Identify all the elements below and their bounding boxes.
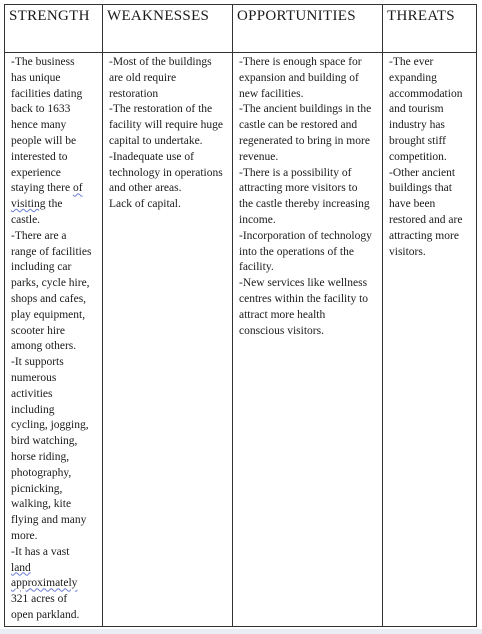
opportunity-line: regenerated to bring in more [239,134,370,147]
strength-line: back to 1633 [11,103,71,116]
strength-line: interested to [11,150,68,163]
strength-line [11,561,99,577]
opportunity-line: into the operations of the [239,245,354,258]
strength-line: hence many [11,119,67,132]
strength-cell [5,53,103,627]
strength-line: including car [11,261,72,274]
strength-header: STRENGTH [5,5,103,53]
strength-line: parks, cycle hire, [11,277,90,290]
threat-line: visitors. [389,245,426,258]
strength-line: castle. [11,213,41,226]
strength-line: facilities dating [11,87,83,100]
weakness-line: restoration [109,87,159,100]
weakness-line: facility will require huge [109,119,224,132]
opportunity-line: -The ancient buildings in the [239,103,372,116]
strength-line: open parkland. [11,608,80,621]
swot-table [4,4,477,627]
threat-line: accommodation [389,87,463,100]
weakness-line: -Inadequate use of [109,150,194,163]
opportunities-cell [233,53,383,627]
strength-line: -There are a [11,229,67,242]
threat-line: -The ever [389,56,434,68]
threat-line: buildings that [389,182,452,195]
strength-line: horse riding, [11,450,70,463]
opportunity-line: new facilities. [239,87,304,100]
opportunity-line: revenue. [239,150,279,163]
strength-line: -It has a vast [11,545,70,558]
strength-line: play equipment, [11,308,86,321]
weakness-line: capital to undertake. [109,134,203,147]
spellcheck-underline: land [11,561,31,574]
strength-line: picnicking, [11,482,63,495]
strength-line: -It supports [11,356,64,369]
weakness-line: -Most of the buildings [109,56,212,68]
weakness-line: -The restoration of the [109,103,213,116]
strength-line: has unique [11,71,61,84]
opportunity-line: the castle thereby increasing [239,198,370,211]
weakness-line: technology in operations [109,166,223,179]
opportunity-line: -There is enough space for [239,56,362,68]
strength-text: staying there [11,182,73,195]
bottom-edge-strip [0,629,482,634]
threat-line: expanding [389,71,437,84]
weakness-line: and other areas. [109,182,182,195]
weakness-line: are old require [109,71,177,84]
strength-line: more. [11,529,38,542]
opportunity-line: castle can be restored and [239,119,358,132]
strength-line: among others. [11,340,77,353]
strength-line [11,197,99,213]
strength-line [11,576,99,592]
opportunity-line: attract more health [239,308,326,321]
strength-line: experience [11,166,61,179]
strength-line: 321 acres of [11,593,68,606]
opportunity-line: facility. [239,261,274,274]
content-row [5,53,477,627]
spellcheck-underline: visiting [11,198,46,211]
strength-line: scooter hire [11,324,65,337]
threat-line: have been [389,198,436,211]
spellcheck-underline: approximately [11,577,78,590]
header-row [5,5,477,53]
opportunity-line: expansion and building of [239,71,359,84]
strength-line: activities [11,387,53,400]
threat-line: brought stiff [389,134,446,147]
strength-text: the [45,198,63,211]
threat-line: industry has [389,119,445,132]
weaknesses-header: WEAKNESSES [103,5,233,53]
strength-line: numerous [11,371,57,384]
opportunity-line: -Incorporation of technology [239,229,372,242]
strength-line: photography, [11,466,72,479]
strength-line: -The business [11,56,75,68]
opportunity-line: income. [239,213,276,226]
spellcheck-underline: of [72,182,83,195]
threats-header: THREATS [383,5,477,53]
threat-line: restored and are [389,213,463,226]
strength-line: walking, kite [11,498,72,511]
strength-line [11,181,99,197]
strength-line: bird watching, [11,435,78,448]
strength-line: including [11,403,55,416]
opportunity-line: -There is a possibility of [239,166,352,179]
opportunity-line: conscious visitors. [239,324,324,337]
strength-line: cycling, jogging, [11,419,89,432]
strength-line: shops and cafes, [11,292,87,305]
strength-line: flying and many [11,514,87,527]
threat-line: attracting more [389,229,459,242]
weaknesses-cell [103,53,233,627]
threat-line: competition. [389,150,447,163]
strength-line: people will be [11,134,77,147]
threat-line: -Other ancient [389,166,456,179]
opportunity-line: -New services like wellness [239,277,368,290]
opportunity-line: attracting more visitors to [239,182,358,195]
opportunities-header: OPPORTUNITIES [233,5,383,53]
opportunity-line: centres within the facility to [239,292,369,305]
threat-line: and tourism [389,103,444,116]
weakness-line: Lack of capital. [109,198,181,211]
strength-line: range of facilities [11,245,92,258]
threats-cell [383,53,477,627]
